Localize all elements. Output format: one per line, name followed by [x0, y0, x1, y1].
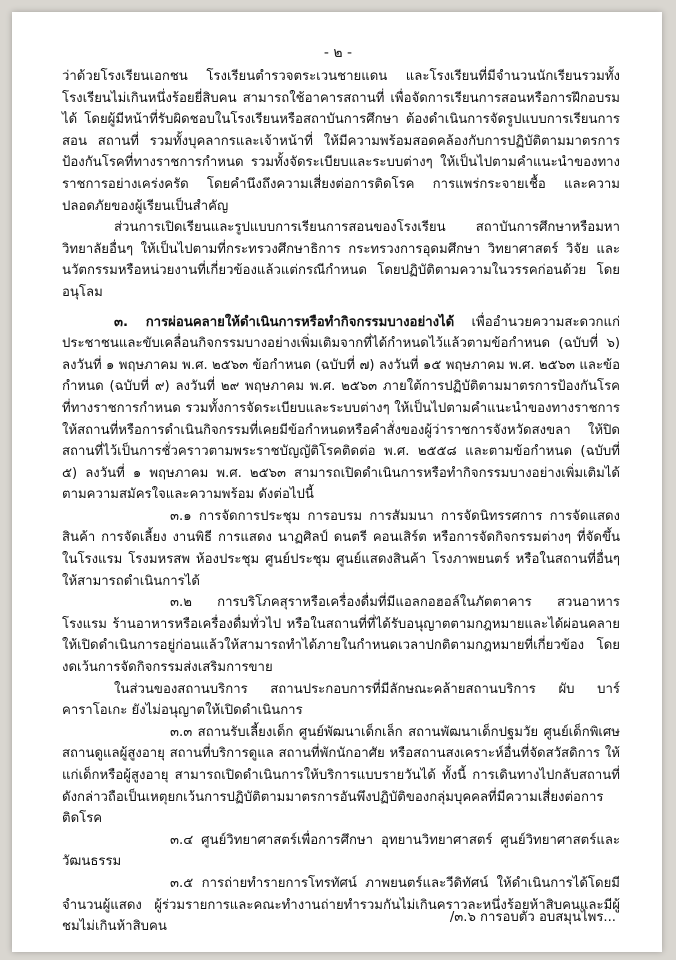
page-number: - ๒ -	[323, 45, 353, 61]
clause-3-5: ๓.๕ การถ่ายทำรายการโทรทัศน์ ภาพยนตร์และวีดิทัศน์ ให้ดำเนินการได้โดยมีจำนวนผู้แสดง ผู้ร่วมรายการและคณะทำงานถ่ายทำรวมกันไม่เกินคราวละหนึ่งร้อยห้าสิบคนและมีผู้ชมไม่เกินห้าสิบคน	[62, 875, 620, 935]
clause-3-2-note: ในส่วนของสถานบริการ สถานประกอบการที่มีลักษณะคล้ายสถานบริการ ผับ บาร์ คาราโอเกะ ยังไม่อนุญาตให้เปิดดำเนินการ	[62, 681, 620, 719]
clause-3-3: ๓.๓ สถานรับเลี้ยงเด็ก ศูนย์พัฒนาเด็กเล็ก สถานพัฒนาเด็กปฐมวัย ศูนย์เด็กพิเศษ สถานดูแลผู้สูงอายุ สถานที่บริการดูแล สถานที่พักนักอาศัย หรือสถานสงเคราะห์อื่นที่จัดสวัสดิการ ให้แก่เด็กหรือผู้สูงอายุ สามารถเปิดดำเนินการให้บริการแบบรายวันได้ ทั้งนี้ การเดินทางไปกลับสถานที่ดังกล่าวถือเป็นเหตุยกเว้นการปฏิบัติตามมาตรการอันพึงปฏิบัติของกลุ่มบุคคลที่มีความเสี่ยงต่อการติดโรค	[62, 724, 620, 827]
paragraph-2: ส่วนการเปิดเรียนและรูปแบบการเรียนการสอนของโรงเรียน สถาบันการศึกษาหรือมหาวิทยาลัยอื่นๆ ให้เป็นไปตามที่กระทรวงศึกษาธิการ กระทรวงการอุดมศึกษา วิทยาศาสตร์ วิจัย และนวัตกรรมหรือหน่วยงานที่เกี่ยวข้องแล้วแต่กรณีกำหนด โดยปฏิบัติตามความในวรรคก่อนด้วย โดยอนุโลม	[62, 220, 620, 300]
section-heading: ๓. การผ่อนคลายให้ดำเนินการหรือทำกิจกรรมบางอย่างได้	[114, 314, 455, 330]
document-body	[62, 66, 620, 938]
clause-3-4: ๓.๔ ศูนย์วิทยาศาสตร์เพื่อการศึกษา อุทยานวิทยาศาสตร์ ศูนย์วิทยาศาสตร์และวัฒนธรรม	[62, 832, 620, 870]
paragraph-1: ว่าด้วยโรงเรียนเอกชน โรงเรียนตำรวจตระเวนชายแดน และโรงเรียนที่มีจำนวนนักเรียนรวมทั้งโรงเรียนไม่เกินหนึ่งร้อยยี่สิบคน สามารถใช้อาคารสถานที่ เพื่อจัดการเรียนการสอนหรือการฝึกอบรมได้ โดยผู้มีหน้าที่รับผิดชอบในโรงเรียนหรือสถาบันการศึกษา ต้องดำเนินการจัดรูปแบบการเรียนการสอน สถานที่ รวมทั้งบุคลากรและเจ้าหน้าที่ ให้มีความพร้อมสอดคล้องกับการปฏิบัติตามมาตรการป้องกันโรคที่ทางราชการกำหนด รวมทั้งจัดระเบียบและระบบต่างๆ ให้เป็นไปตามคำแนะนำของทางราชการอย่างเคร่งครัด โดยคำนึงถึงความเสี่ยงต่อการติดโรค การแพร่กระจายเชื้อ และความปลอดภัยของผู้เรียนเป็นสำคัญ	[62, 69, 620, 214]
clause-3-2: ๓.๒ การบริโภคสุราหรือเครื่องดื่มที่มีแอลกอฮอล์ในภัตตาคาร สวนอาหาร โรงแรม ร้านอาหารหรือเครื่องดื่มทั่วไป หรือในสถานที่ที่ได้รับอนุญาตตามกฎหมายและได้ผ่อนคลาย ให้เปิดดำเนินการอยู่ก่อนแล้วให้สามารถทำได้ภายในกำหนดเวลาปกติตามกฎหมายที่เกี่ยวข้อง โดยงดเว้นการจัดกิจกรรมส่งเสริมการขาย	[62, 595, 620, 676]
paragraph-3: ๓. การผ่อนคลายให้ดำเนินการหรือทำกิจกรรมบางอย่างได้ เพื่ออำนวยความสะดวกแก่ประชาชนและขับเคลื่อนกิจกรรมบางอย่างเพิ่มเติมจากที่ได้กำหนดไว้แล้วตามข้อกำหนด (ฉบับที่ ๖) ลงวันที่ ๑ พฤษภาคม พ.ศ. ๒๕๖๓ ข้อกำหนด (ฉบับที่ ๗) ลงวันที่ ๑๕ พฤษภาคม พ.ศ. ๒๕๖๓ และข้อกำหนด (ฉบับที่ ๙) ลงวันที่ ๒๙ พฤษภาคม พ.ศ. ๒๕๖๓ ภายใต้การปฏิบัติตามมาตรการป้องกันโรคที่ทางราชการกำหนด รวมทั้งการจัดระเบียบและระบบต่างๆ ให้เป็นไปตามคำแนะนำของทางราชการ ให้สถานที่หรือการดำเนินกิจกรรมที่เคยมีข้อกำหนดหรือคำสั่งของผู้ว่าราชการจังหวัดสงขลา ให้ปิดสถานที่ไว้เป็นการชั่วคราวตามพระราชบัญญัติโรคติดต่อ พ.ศ. ๒๕๕๘ และตามข้อกำหนด (ฉบับที่ ๕) ลงวันที่ ๑ พฤษภาคม พ.ศ. ๒๕๖๓ สามารถเปิดดำเนินการหรือทำกิจกรรมบางอย่างเพิ่มเติมได้ ตามความสมัครใจและความพร้อม ดังต่อไปนี้	[62, 314, 620, 503]
continuation-note: /๓.๖ การอบตัว อบสมุนไพร...	[449, 910, 616, 925]
clause-3-1: ๓.๑ การจัดการประชุม การอบรม การสัมมนา การจัดนิทรรศการ การจัดแสดงสินค้า การจัดเลี้ยง งานพิธี การแสดง นาฏศิลป์ ดนตรี คอนเสิร์ต หรือการจัดกิจกรรมต่างๆ ที่จัดขึ้น ในโรงแรม โรงมหรสพ ห้องประชุม ศูนย์ประชุม ศูนย์แสดงสินค้า โรงภาพยนตร์ หรือในสถานที่อื่นๆ ให้สามารถดำเนินการได้	[62, 508, 620, 589]
